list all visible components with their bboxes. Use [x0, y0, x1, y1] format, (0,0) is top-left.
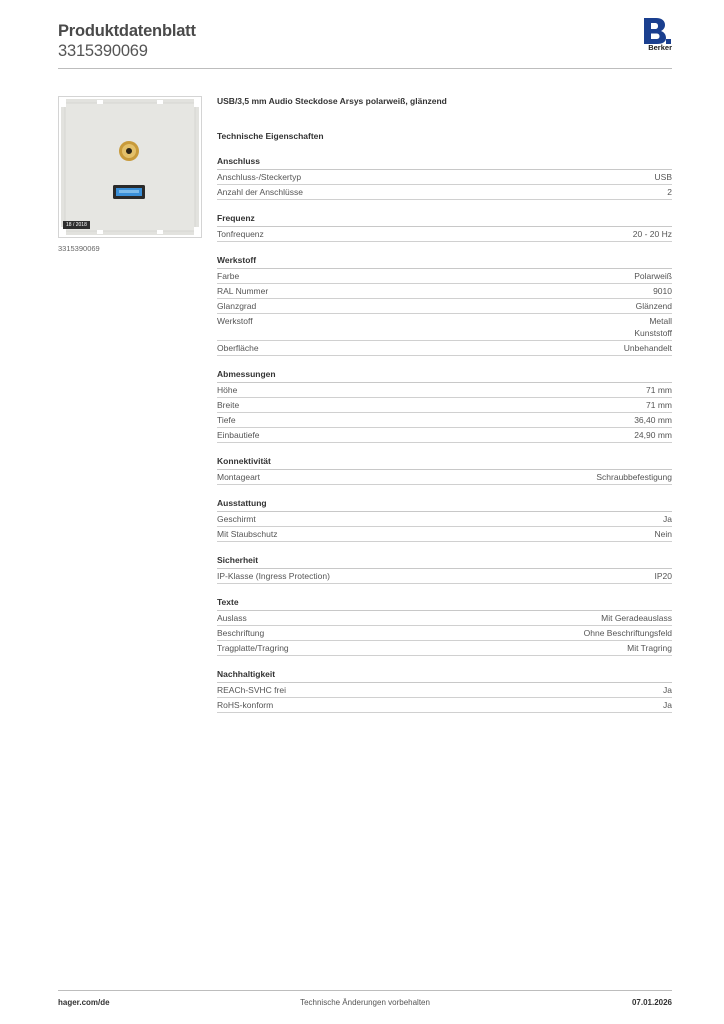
spec-value [634, 429, 672, 441]
spec-value [636, 300, 672, 312]
spec-label: Werkstoff [217, 316, 253, 326]
spec-label: Montageart [217, 472, 260, 482]
spec-value-line: Metall [649, 316, 672, 326]
spec-group-title: Anschluss [217, 156, 672, 170]
document-number: 3315390069 [58, 42, 148, 60]
spec-label: Beschriftung [217, 628, 265, 638]
spec-value-line: 71 mm [646, 400, 672, 410]
spec-value-line: Ohne Beschriftungsfeld [583, 628, 672, 638]
spec-label: Oberfläche [217, 343, 259, 353]
spec-row [217, 569, 672, 584]
specification-sheet [217, 96, 672, 713]
spec-value [646, 384, 672, 396]
page-header [58, 22, 672, 68]
spec-value [627, 642, 672, 654]
spec-group-title: Abmessungen [217, 369, 672, 383]
spec-label: Tiefe [217, 415, 236, 425]
spec-value [634, 270, 672, 282]
spec-value [601, 612, 672, 624]
spec-row [217, 611, 672, 626]
spec-row [217, 227, 672, 242]
spec-row [217, 527, 672, 542]
spec-row [217, 314, 672, 341]
footer-date: 07.01.2026 [631, 998, 672, 1007]
spec-label: Mit Staubschutz [217, 529, 278, 539]
spec-row [217, 470, 672, 485]
spec-group [217, 255, 672, 356]
spec-value [634, 315, 672, 339]
spec-value [655, 570, 673, 582]
spec-value-line: Glänzend [635, 301, 672, 311]
spec-value-line: 9010 [653, 286, 672, 296]
product-image [58, 96, 202, 238]
spec-value-line: Ja [663, 514, 672, 524]
spec-label: Tragplatte/Tragring [217, 643, 289, 653]
spec-value-line: 2 [667, 187, 672, 197]
spec-value [663, 513, 672, 525]
spec-value-line: Ja [663, 700, 672, 710]
spec-group [217, 669, 672, 713]
spec-row [217, 341, 672, 356]
image-caption: 3315390069 [58, 244, 100, 253]
spec-group-title: Ausstattung [217, 498, 672, 512]
spec-value-line: Unbehandelt [623, 343, 672, 353]
spec-row [217, 170, 672, 185]
spec-value-line: 36,40 mm [634, 415, 672, 425]
spec-row [217, 269, 672, 284]
spec-groups [217, 156, 672, 713]
spec-group-title: Texte [217, 597, 672, 611]
spec-value-line: Ja [663, 685, 672, 695]
spec-group-title: Frequenz [217, 213, 672, 227]
header-divider [58, 68, 672, 69]
spec-value-line: USB [654, 172, 672, 182]
spec-value-line: 24,90 mm [634, 430, 672, 440]
spec-label: RAL Nummer [217, 286, 269, 296]
spec-row [217, 512, 672, 527]
spec-value [624, 342, 672, 354]
document-title: Produktdatenblatt [58, 22, 196, 40]
spec-value [646, 399, 672, 411]
spec-value [655, 171, 672, 183]
section-technical-properties: Technische Eigenschaften [217, 131, 324, 141]
spec-value [667, 186, 672, 198]
footer-divider [58, 990, 672, 991]
spec-value [596, 471, 672, 483]
spec-value-line: Mit Geradeauslass [601, 613, 672, 623]
spec-row [217, 299, 672, 314]
spec-value-line: Kunststoff [634, 328, 672, 338]
spec-value [584, 627, 672, 639]
spec-label: RoHS-konform [217, 700, 274, 710]
spec-label: Anzahl der Anschlüsse [217, 187, 303, 197]
spec-value-line: Nein [654, 529, 672, 539]
spec-value [633, 228, 672, 240]
brand-name: Berker [648, 43, 672, 52]
spec-group [217, 213, 672, 242]
spec-value [653, 285, 672, 297]
spec-value-line: IP20 [654, 571, 672, 581]
spec-group [217, 498, 672, 542]
spec-group [217, 369, 672, 443]
spec-row [217, 683, 672, 698]
footer-site-link[interactable]: hager.com/de [58, 998, 110, 1007]
spec-row [217, 185, 672, 200]
spec-row [217, 641, 672, 656]
spec-label: Farbe [217, 271, 240, 281]
spec-row [217, 626, 672, 641]
spec-group [217, 597, 672, 656]
spec-value-line: Mit Tragring [627, 643, 672, 653]
spec-label: Einbautiefe [217, 430, 260, 440]
spec-group [217, 555, 672, 584]
spec-label: Geschirmt [217, 514, 256, 524]
spec-row [217, 413, 672, 428]
spec-row [217, 398, 672, 413]
spec-group-title: Nachhaltigkeit [217, 669, 672, 683]
socket-illustration [59, 97, 201, 237]
spec-label: Breite [217, 400, 240, 410]
spec-group-title: Konnektivität [217, 456, 672, 470]
spec-row [217, 383, 672, 398]
spec-value-line: 20 - 20 Hz [632, 229, 672, 239]
spec-value [663, 699, 672, 711]
spec-row [217, 428, 672, 443]
spec-group [217, 456, 672, 485]
spec-value [655, 528, 672, 540]
spec-value-line: 71 mm [646, 385, 672, 395]
spec-label: Anschluss-/Steckertyp [217, 172, 302, 182]
footer-note: Technische Änderungen vorbehalten [300, 998, 430, 1007]
spec-group-title: Werkstoff [217, 255, 672, 269]
spec-label: Auslass [217, 613, 247, 623]
spec-label: IP-Klasse (Ingress Protection) [217, 571, 330, 581]
spec-group [217, 156, 672, 200]
spec-value-line: Schraubbefestigung [596, 472, 672, 482]
spec-label: Tonfrequenz [217, 229, 264, 239]
spec-label: Glanzgrad [217, 301, 257, 311]
spec-row [217, 698, 672, 713]
spec-label: REACh-SVHC frei [217, 685, 286, 695]
spec-value [634, 414, 672, 426]
plate-label: 18 / 2018 [63, 221, 90, 229]
spec-value [663, 684, 672, 696]
spec-group-title: Sicherheit [217, 555, 672, 569]
spec-row [217, 284, 672, 299]
spec-label: Höhe [217, 385, 238, 395]
product-name: USB/3,5 mm Audio Steckdose Arsys polarweiß, glänzend [217, 96, 447, 106]
spec-value-line: Polarweiß [634, 271, 672, 281]
